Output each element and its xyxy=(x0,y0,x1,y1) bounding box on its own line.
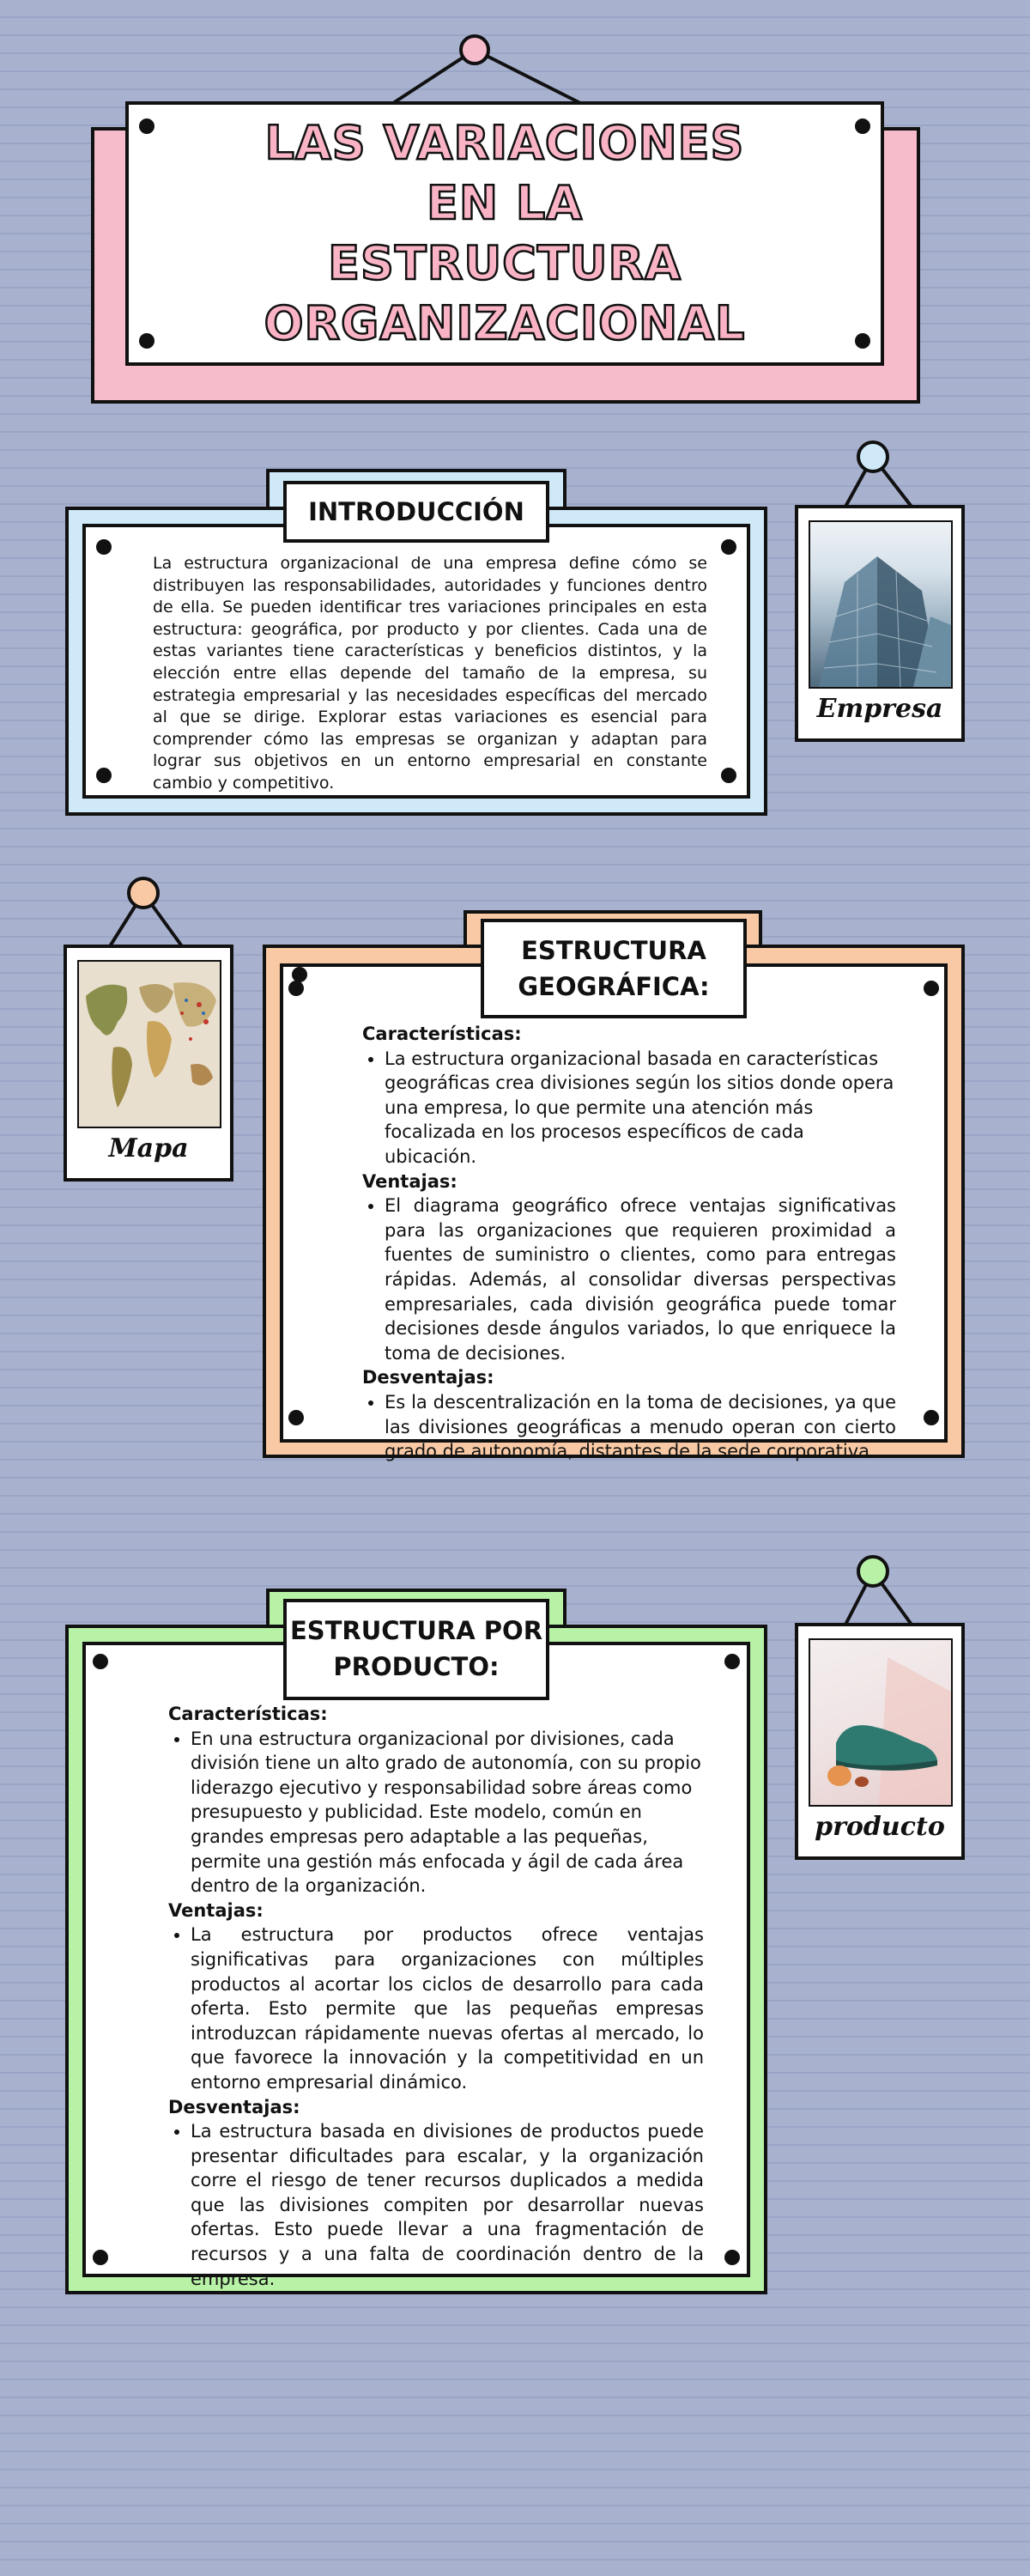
geografica-desventajas-label: Desventajas: xyxy=(362,1367,494,1388)
producto-desventajas-label: Desventajas: xyxy=(168,2096,300,2117)
shoe-photo-icon xyxy=(809,1638,953,1807)
intro-text: La estructura organizacional de una empresa define cómo se distribuyen las responsabilidades, autoridades y funciones dentro de ella. Se pueden identificar tres variaciones principales en esta estructura: geográfica, por producto y por clientes. Cada una de estas variantes tiene características y beneficios distintos, y la elección entre ellas depende del tamaño de la empresa, su estrategia empresarial y las necesidades específicas del mercado al que se dirige. Explorar estas variaciones es esencial para comprender cómo las empresas se organizan y adaptan para lograr sus objetivos en un entorno empresarial en constante cambio y competitivo. xyxy=(153,554,707,793)
geografica-caracteristicas-item: • La estructura organizacional basada en características geográficas crea divisiones según los sitios donde opera una empresa, lo que permite una atención más focalizada en los procesos específicos de cada ubicación. xyxy=(385,1047,896,1170)
title-line-1: LAS VARIACIONES xyxy=(264,116,745,170)
geografica-desventajas-item: • Es la descentralización en la toma de decisiones, ya que las divisiones geográficas a menudo operan con cierto grado de autonomía, distantes de la sede corporativa. xyxy=(385,1390,896,1464)
producto-caracteristicas-label: Características: xyxy=(168,1704,328,1724)
producto-heading-line-2: PRODUCTO: xyxy=(333,1652,500,1681)
producto-body xyxy=(168,1702,704,2291)
title-line-2: EN LA xyxy=(426,176,584,230)
title-line-3: ESTRUCTURA xyxy=(328,236,682,290)
geografica-heading-line-1: ESTRUCTURA xyxy=(521,936,706,965)
producto-heading-line-1: ESTRUCTURA POR xyxy=(289,1616,543,1645)
producto-caption: producto xyxy=(815,1812,945,1842)
producto-desventajas-item: • La estructura basada en divisiones de productos puede presentar dificultades para escalar, y la organización corre el riesgo de tener recursos duplicados a medida que las divisiones compiten por desarrollar nuevas ofertas. Esto puede llevar a una fragmentación de recursos y a una falta de coordinación dentro de la empresa. xyxy=(191,2119,704,2291)
producto-caracteristicas-item: • En una estructura organizacional por divisiones, cada división tiene un alto grado de autonomía, con su propio liderazgo ejecutivo y responsabilidad sobre áreas como presupuesto y publicidad. Este modelo, común en grandes empresas pero adaptable a las pequeñas, permite una gestión más enfocada y ágil de cada área dentro de la organización. xyxy=(191,1727,704,1899)
geografica-caracteristicas-label: Características: xyxy=(362,1024,522,1044)
geografica-heading-line-2: GEOGRÁFICA: xyxy=(518,972,710,1001)
geografica-ventajas-item: • El diagrama geográfico ofrece ventajas significativas para las organizaciones que requieren proximidad a fuentes de suministro o clientes, como para entregas rápidas. Además, al consolidar diversas perspectivas empresariales, cada división geográfica puede tomar decisiones desde ángulos variados, lo que enriquece la toma de decisiones. xyxy=(385,1194,896,1365)
mapa-caption: Mapa xyxy=(108,1133,189,1163)
geografica-ventajas-label: Ventajas: xyxy=(362,1170,457,1192)
producto-ventajas-label: Ventajas: xyxy=(168,1899,264,1921)
title-line-4: ORGANIZACIONAL xyxy=(264,296,746,350)
producto-ventajas-item: • La estructura por productos ofrece ventajas significativas para organizaciones con múltiples productos al acortar los ciclos de desarrollo para cada oferta. Esto permite que las pequeñas empresas introduzcan rápidamente nuevas ofertas al mercado, lo que favorece la innovación y la competitividad en un entorno empresarial dinámico. xyxy=(191,1923,704,2094)
empresa-caption: Empresa xyxy=(816,694,943,724)
intro-heading-text: INTRODUCCIÓN xyxy=(308,497,524,526)
